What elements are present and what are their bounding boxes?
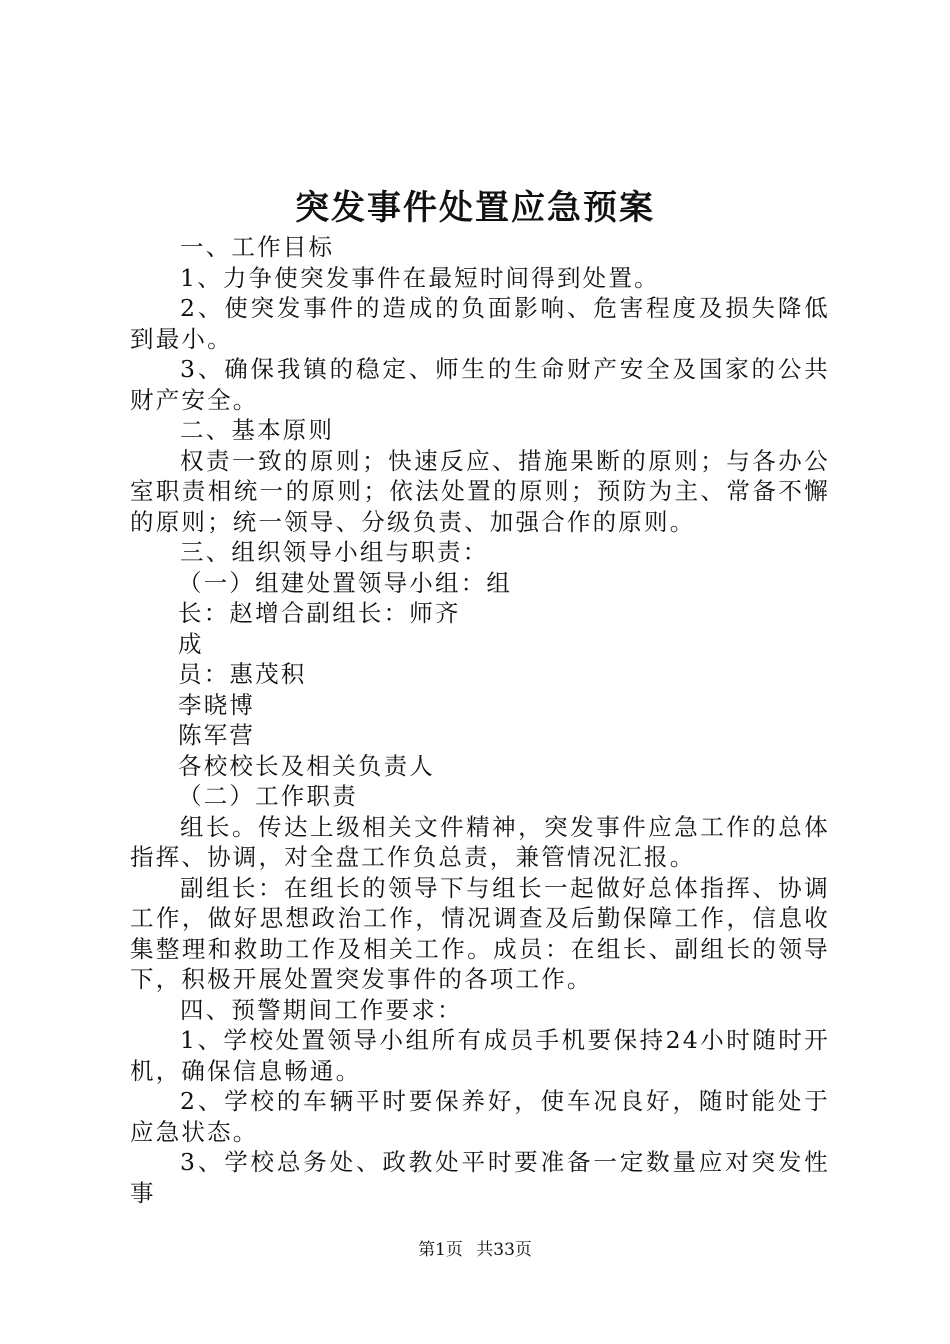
- paragraph: 权责一致的原则；快速反应、措施果断的原则；与各办公室职责相统一的原则；依法处置的原则；预防为主、常备不懈的原则；统一领导、分级负责、加强合作的原则。: [130, 446, 830, 536]
- section-heading-goals: 一、工作目标: [180, 233, 335, 261]
- paragraph: 1、学校处置领导小组所有成员手机要保持24小时随时开机，确保信息畅通。: [130, 1026, 830, 1085]
- paragraph: 2、使突发事件的造成的负面影响、危害程度及损失降低到最小。: [130, 294, 830, 353]
- paragraph: 员：惠茂积: [178, 660, 307, 688]
- document-title: 突发事件处置应急预案: [295, 188, 655, 228]
- paragraph: （一）组建处置领导小组：组: [178, 568, 513, 597]
- paragraph: 1、力争使突发事件在最短时间得到处置。: [180, 263, 660, 292]
- paragraph: 3、确保我镇的稳定、师生的生命财产安全及国家的公共财产安全。: [130, 355, 830, 414]
- paragraph: 3、学校总务处、政教处平时要准备一定数量应对突发性事: [130, 1148, 830, 1207]
- paragraph: 成: [178, 629, 204, 658]
- paragraph: 各校校长及相关负责人: [178, 751, 435, 780]
- paragraph: 李晓博: [178, 690, 256, 719]
- page-number: 第1页: [418, 1240, 463, 1260]
- page-total: 共33页: [476, 1240, 532, 1260]
- paragraph: （二）工作职责: [178, 782, 358, 810]
- paragraph: 长：赵增合副组长：师齐: [178, 599, 461, 627]
- section-heading-warning: 四、预警期间工作要求：: [180, 995, 463, 1024]
- page-footer: [0, 1238, 950, 1262]
- paragraph: 陈军营: [178, 721, 256, 749]
- paragraph: 副组长：在组长的领导下与组长一起做好总体指挥、协调工作，做好思想政治工作，情况调查及后勤保障工作，信息收集整理和救助工作及相关工作。成员：在组长、副组长的领导下，积极开展处置突发事件的各项工作。: [130, 873, 830, 993]
- document-body: [130, 232, 830, 1208]
- section-heading-principles: 二、基本原则: [180, 416, 335, 444]
- paragraph: 组长。传达上级相关文件精神，突发事件应急工作的总体指挥、协调，对全盘工作负总责，兼管情况汇报。: [130, 812, 830, 871]
- section-heading-organization: 三、组织领导小组与职责：: [180, 538, 489, 566]
- paragraph: 2、学校的车辆平时要保养好，使车况良好，随时能处于应急状态。: [130, 1087, 830, 1146]
